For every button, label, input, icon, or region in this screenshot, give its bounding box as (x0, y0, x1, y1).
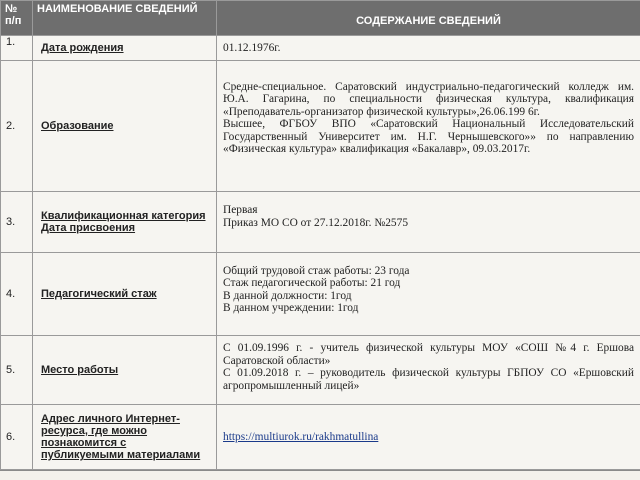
row-num: 5. (1, 336, 33, 405)
row-value: Общий трудовой стаж работы: 23 года Стаж педагогической работы: 21 год В данной должности: 1год В данном учреждении: 1год (217, 252, 640, 335)
row-num: 3. (1, 192, 33, 253)
table-row (1, 192, 640, 253)
table-header-row (1, 1, 640, 36)
row-value: Средне-специальное. Саратовский индустриально-педагогический колледж им. Ю.А. Гагарина, по специальности физическая культура, квалификация «Преподаватель-организатор физической культуры»,26.06.199 6г. Высшее, ФГБОУ ВПО «Саратовский Национальный Исследовательский Государственный Университет им. Н.Г. Чернышевского»» по направлению «Физическая культура» квалификация «Бакалавр», 09.03.2017г. (217, 61, 640, 192)
row-num: 1. (1, 36, 33, 61)
table-row (1, 405, 640, 470)
row-num: 2. (1, 61, 33, 192)
row-name: Дата рождения (33, 36, 217, 61)
row-name: Образование (33, 61, 217, 192)
table-row (1, 336, 640, 405)
row-name: Педагогический стаж (33, 252, 217, 335)
table-row (1, 61, 640, 192)
row-value: 01.12.1976г. (217, 36, 640, 61)
header-name: НАИМЕНОВАНИЕ СВЕДЕНИЙ (33, 1, 217, 36)
row-num: 6. (1, 405, 33, 470)
row-name: Адрес личного Интернет-ресурса, где можно познакомится с публикуемыми материалами (33, 405, 217, 470)
header-content: СОДЕРЖАНИЕ СВЕДЕНИЙ (217, 1, 640, 36)
internet-resource-link[interactable]: https://multiurok.ru/rakhmatullina (223, 430, 379, 443)
table-row (1, 36, 640, 61)
row-value: С 01.09.1996 г. - учитель физической культуры МОУ «СОШ №4 г. Ершова Саратовской области» С 01.09.2018 г. – руководитель физической культуры ГБПОУ СО «Ершовский агропромышленный лицей» (217, 336, 640, 405)
table-row (1, 252, 640, 335)
header-num: № п/п (1, 1, 33, 36)
row-name: Квалификационная категория Дата присвоения (33, 192, 217, 253)
row-value: Первая Приказ МО СО от 27.12.2018г. №2575 (217, 192, 640, 253)
row-num: 4. (1, 252, 33, 335)
row-name: Место работы (33, 336, 217, 405)
row-value (217, 405, 640, 470)
